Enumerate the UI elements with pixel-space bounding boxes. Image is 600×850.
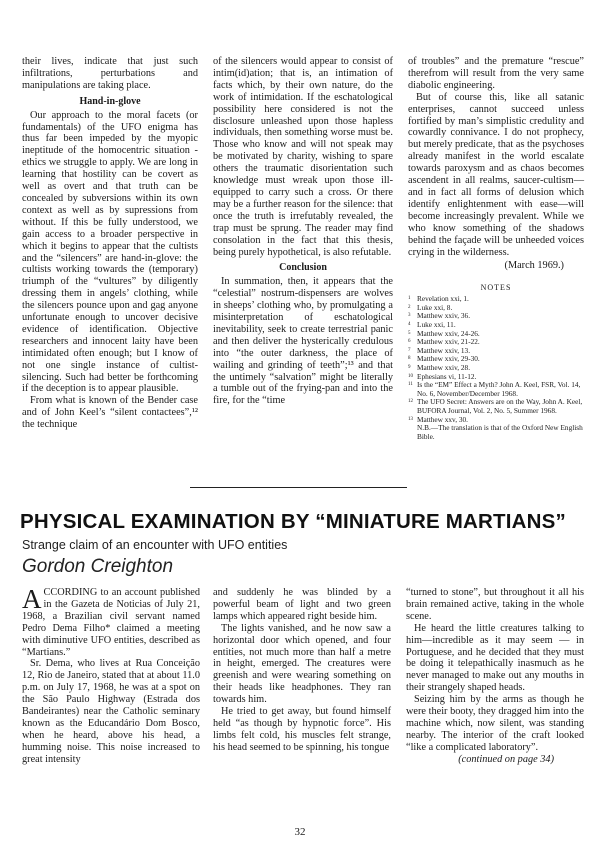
paragraph: From what is known of the Bender case and of John Keel’s “silent contactees”,¹² the technique [22,395,198,431]
note-number: 4 [408,322,411,327]
note-text: N.B.—The translation is that of the Oxford New English Bible. [417,423,583,441]
paragraph: Our approach to the moral facets (or fundamentals) of the UFO enigma has thus far been impeded by the myopic ineptitude of the homocentric situation - ethics we struggle to apply. We are long in learning that hostility can be covert as well as overt and that truth can be concealed by subversions within its own context as well as by supressions from without. If this be fully understood, we gain access to a broader perspective in which it begins to appear that the cultists and the “silencers” are hand-in-glove: the cultists working towards the (temporary) triumph of the “vultures” by diligently dressing them in angels’ clothing, while the silencers pounce upon and gag anyone unfortunate enough to uncover decisive evidence of identification. Objective researchers and innocent laity have been intimidated often enough; but I know of not one single instance of cultist-silencing. Such had better be forthcoming if the deception is to appear plausible. [22,109,198,395]
paragraph: He tried to get away, but found himself held “as though by hypnotic force”. His limbs felt cold, his muscles felt strange, his head seemed to be spinning, his tongue [213,706,391,753]
paragraph: In summation, then, it appears that the “celestial” nostrum-dispensers are wolves in sheeps’ clothing who, by promulgating a misinterpretation of eschatological inevitability, seek to create terrestrial panic and then deliver the hysterically credulous into “the outer darkness, the place of wailing and grinding of teeth”;¹³ and that the untimely “salvation” might be literally a tumble out of the frying-pan and into the fire, for the “time [213,276,393,407]
note-text: Matthew xxiv, 24-26. [417,328,480,338]
note-number: 12 [408,399,413,405]
article-date: (March 1969.) [504,260,564,272]
note-text: The UFO Secret: Answers are on the Way, John A. Keel, BUFORA Journal, Vol. 2, No. 5, Summer 1968. [417,397,583,415]
article-column-1 [22,584,200,766]
section-divider [190,487,407,488]
note-item [408,398,584,415]
paragraph: The lights vanished, and he now saw a horizontal door which opened, and four entities, not much more than half a metre in height, emerged. The creatures were greenish and were wearing something on their heads like headphones. They ran towards him. [213,622,391,706]
note-number: 8 [408,356,411,362]
note-text: Matthew xxiv, 21-22. [417,337,480,347]
paragraph: But of course this, like all satanic enterprises, cannot succeed unless fortified by man’s simplistic credulity and cowardly connivance. I do not prophecy, but merely predicate, that as the psychoses already manifest in the world escalate towards paroxysm and as chaos becomes ascendent in all realms, saucer-cultism—and in fact all forms of delusion which identify enlightenment with ease—will become increasingly prevalent. While we who know something of the shadows behind the façade will be unheeded voices crying in the wilderness. [408,91,584,258]
note-text: Ephesians vi, 11-12. [417,371,477,381]
note-number: 13 [408,416,413,422]
paragraph: Seizing him by the arms as though he were their booty, they dragged him into the machine which, now silent, was standing nearby. The interior of the craft looked “like a complicated laboratory”. [406,694,584,753]
note-number: 10 [408,373,413,379]
paragraph-text: CCORDING to an account published in the Gazeta de Noticias of July 21, 1968, a Brazilian civil servant named Pedro Dema Filho* claimed a meeting with diminutive UFO entities, described as “Martians.” [22,587,200,658]
notes-list [408,295,584,441]
notes-heading: NOTES [480,283,512,293]
article-subheading: Strange claim of an encounter with UFO entities [22,538,288,552]
note-number: 9 [408,364,411,370]
note-item [408,424,584,441]
top-column-1 [22,56,198,431]
section-heading: Conclusion [279,262,327,274]
note-text: Luke xxi, 8. [417,302,453,312]
paragraph: “turned to stone”, but throughout it all his brain remained active, taking in the whole scene. [406,587,584,622]
note-text: Is the “EM” Effect a Myth? John A. Keel, FSR, Vol. 14, No. 6, November/December 1968. [417,380,581,398]
top-column-3 [408,56,584,441]
paragraph: their lives, indicate that just such infiltrations, perturbations and manipulations are taking place. [22,56,198,91]
paragraph: of troubles” and the premature “rescue” therefrom will result from the very same diabolic engineering. [408,56,584,91]
note-number: 11 [408,382,413,388]
note-number: 6 [408,339,411,345]
article-byline: Gordon Creighton [22,556,174,577]
note-text: Matthew xxv, 30. [417,414,469,424]
section-heading: Hand-in-glove [79,95,141,107]
top-column-2 [213,56,393,407]
note-number: 3 [408,313,411,319]
note-text: Matthew xxiv, 28. [417,362,471,372]
article-headline: PHYSICAL EXAMINATION BY “MINIATURE MARTIANS” [20,510,566,533]
paragraph: Sr. Dema, who lives at Rua Conceição 12, Rio de Janeiro, stated that at about 11.0 p.m. on July 17, 1968, he was at a spot on the São Paulo Highway (Estrada dos Bandeirantes) near the Catholic seminary known as the Educandário Dom Bosco, when he heard, above his head, a humming noise. This noise increased to great intensity [22,658,200,765]
drop-cap: A [22,584,42,614]
note-number: 2 [408,304,411,310]
paragraph: of the silencers would appear to consist of intim(id)ation; that is, an intimation of facts which, by their own nature, do the work of intimidation. If the eschatological possibility here considered is not the disclosure unleashed upon those hapless individuals, then something worse must be. Those who know and will not speak may be motivated by charity, wishing to spare others the traumatic disorientation such knowledge must wreak upon those ill-equipped to carry such a cross. Or there may be a further reason for the silence: that once the truth is irrefutably revealed, the trap must be sprung. The reader may find consolation in the fact that this thesis, being purely hypothetical, is also refutable. [213,56,393,258]
article-column-3 [406,587,584,766]
note-text: Matthew xxiv, 29-30. [417,354,480,364]
note-text: Luke xxi, 11. [417,320,456,329]
paragraph: He heard the little creatures talking to him—incredible as it may seem — in Portuguese, and he decided that they must be doing it telepathically inasmuch as he never managed to make out any mouths in their strangely shaped heads. [406,622,584,694]
paragraph: and suddenly he was blinded by a powerful beam of light and two green lamps which appeared right beside him. [213,587,391,622]
page-number: 32 [294,826,306,838]
note-number: 5 [408,330,411,336]
note-text: Matthew xxiv, 36. [417,311,471,321]
note-number [408,424,417,441]
note-item [408,381,584,398]
note-number: 7 [408,347,411,353]
note-number: 1 [408,296,411,302]
note-text: Matthew xxiv, 13. [417,345,471,355]
note-text: Revelation xxi, 1. [417,294,469,304]
continued-note: (continued on page 34) [458,753,554,765]
article-column-2 [213,587,391,754]
paragraph [22,584,200,658]
